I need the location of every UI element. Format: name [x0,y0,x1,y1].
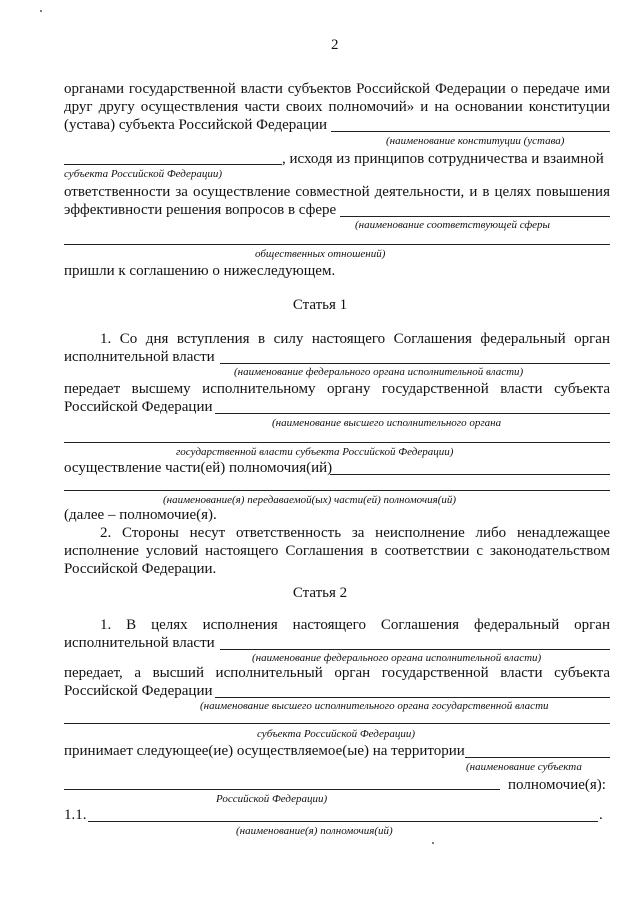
fill-line-higher-body [215,413,610,414]
a1-p2-line-2: исполнение условий настоящего Соглашения в соответствии с законодательством [64,543,610,559]
a1-p1-line-1: 1. Со дня вступления в силу настоящего Соглашения федеральный орган [100,331,610,347]
caption-federal-body: (наименование федерального органа исполнительной власти) [234,366,524,378]
a1-p1-line-3: передает высшему исполнительному органу государственной власти субъекта [64,381,610,397]
article-1-heading: Статья 1 [292,297,348,313]
fill-line-federal-body-a2 [220,649,610,650]
fill-line-higher-body-2 [64,442,610,443]
caption-relations: общественных отношений) [255,248,386,260]
a2-p1-line-2: исполнительной власти [64,635,215,651]
caption-federal-body-a2: (наименование федерального органа исполнительной власти) [252,652,542,664]
a2-p1-line-5: принимает следующее(ие) осуществляемое(ые) на территории [64,743,465,759]
fill-line-territory-2 [64,789,500,790]
intro-line-2: друг другу осуществления части своих полномочий» и на основании конституции [64,99,610,115]
a2-p1-line-3: передает, а высший исполнительный орган государственной власти субъекта [64,665,610,681]
intro-line-4: , исходя из принципов сотрудничества и взаимной [282,151,604,167]
caption-subject-a2: субъекта Российской Федерации) [257,728,416,740]
fill-line-sphere-2 [64,244,610,245]
caption-rf: Российской Федерации) [216,793,328,805]
fill-line-higher-body-a2 [215,697,610,698]
fill-line-sphere [340,216,610,217]
fill-line-higher-body-a2-2 [64,723,610,724]
a2-p1-line-4: Российской Федерации [64,683,213,699]
intro-line-7: пришли к соглашению о нижеследующем. [64,263,336,279]
caption-higher-body-a2: (наименование высшего исполнительного органа государственной власти [200,700,549,712]
a2-p1-line-1: 1. В целях исполнения настоящего Соглашения федеральный орган [100,617,610,633]
a1-p1-line-2: исполнительной власти [64,349,215,365]
intro-line-3: (устава) субъекта Российской Федерации [64,117,328,133]
caption-part: (наименование(я) передаваемой(ых) части(ей) полномочия(ий) [163,494,457,506]
a1-p1-line-5: осуществление части(ей) полномочия(ий) [64,460,333,476]
scan-speck [40,10,42,12]
fill-line-federal-body [220,363,610,364]
caption-subject: субъекта Российской Федерации) [64,168,223,180]
a2-p1-line-6: полномочие(я): [508,777,606,793]
fill-line-constitution [331,131,610,132]
fill-line-constitution-2 [64,164,282,165]
fill-line-territory [465,757,610,758]
item-end-period: . [599,807,603,823]
page-number: 2 [331,37,339,53]
caption-sphere: (наименование соответствующей сферы [355,219,550,231]
a1-p1-line-4: Российской Федерации [64,399,213,415]
caption-powers: (наименование(я) полномочия(ий) [236,825,393,837]
item-number: 1.1. [64,807,87,823]
fill-line-part [330,474,610,475]
caption-subject-name: (наименование субъекта [466,761,582,773]
intro-line-6: эффективности решения вопросов в сфере [64,202,337,218]
article-2-heading: Статья 2 [292,585,348,601]
a1-p1-line-6: (далее – полномочие(я). [64,507,217,523]
a1-p2-line-1: 2. Стороны несут ответственность за неисполнение либо ненадлежащее [100,525,610,541]
a1-p2-line-3: Российской Федерации. [64,561,217,577]
fill-line-part-2 [64,490,610,491]
intro-line-5: ответственности за осуществление совместной деятельности, и в целях повышения [64,184,610,200]
caption-higher-body: (наименование высшего исполнительного органа [272,417,502,429]
caption-government: государственной власти субъекта Российской Федерации) [176,446,454,458]
caption-constitution: (наименование конституции (устава) [386,135,565,147]
intro-line-1: органами государственной власти субъектов Российской Федерации о передаче ими [64,81,610,97]
scan-speck [432,842,434,844]
fill-line-powers [88,821,598,822]
